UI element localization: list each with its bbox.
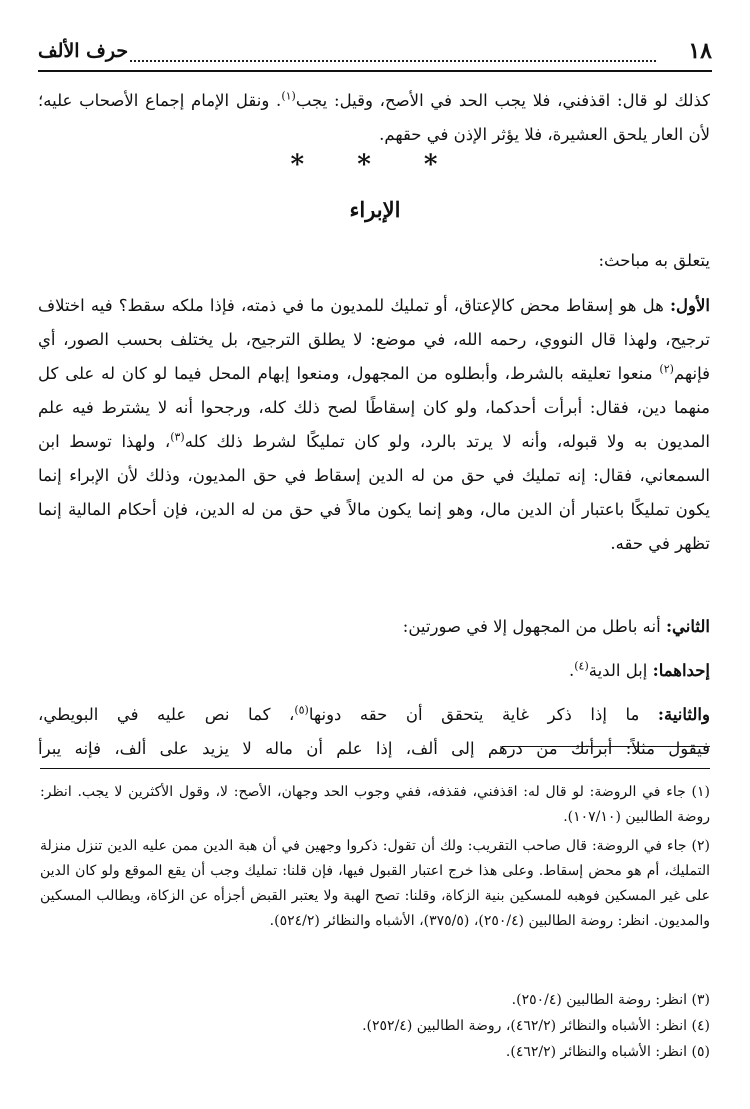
header-dotted-leader xyxy=(130,60,656,62)
footnote-ref: (٣) xyxy=(170,430,185,444)
second-topic-paragraph: الثاني: أنه باطل من المجهول إلا في صورتين: xyxy=(402,617,710,636)
header-rule xyxy=(38,70,712,72)
footnote-2: (٢) جاء في الروضة: قال صاحب التقريب: ولك أن تقول: ذكروا وجهين في أن هبة الدين ممن عليه الدين تنزل منزلة التمليك، أم هو محض إسقاط. وعلى هذا خرج اعتبار القبول فيها، فإن قلنا: تمليك وجب أن يقع الموقع ولو كان الدين على غير المسكين فوهبه للمسكين بنية الزكاة، وقلنا: تصح الهبة ولا يعتبر القبض أجزأه عن الزكاة، ويطالب المسكين والمديون. انظر: روضة الطالبين (٢٥٠/٤)، (٣٧٥/٥)، الأشباه والنظائر (٥٢٤/٢). xyxy=(40,838,710,929)
page-header xyxy=(38,38,712,72)
footnote-ref: (١) xyxy=(281,89,296,103)
page-number: ١٨ xyxy=(688,38,712,64)
running-title: حرف الألف xyxy=(38,40,129,62)
second-case-label: والثانية: xyxy=(657,705,710,724)
lead-line: يتعلق به مباحث: xyxy=(598,251,710,270)
footnote-ref: (٢) xyxy=(659,362,674,376)
footnote-3: (٣) انظر: روضة الطالبين (٢٥٠/٤). xyxy=(511,992,710,1008)
intro-paragraph: كذلك لو قال: اقذفني، فلا يجب الحد في الأصح، وقيل: يجب$^{(١)}$. ونقل الإمام إجماع الأصحاب عليه؛ لأن العار يلحق العشيرة، فلا يؤثر الإذن في حقهم. xyxy=(38,89,710,144)
footnote-5: (٥) انظر: الأشباه والنظائر (٤٦٢/٢). xyxy=(505,1044,710,1060)
section-title: الإبراء xyxy=(349,197,401,222)
underline-mark xyxy=(502,746,710,747)
second-topic-label: الثاني: xyxy=(665,617,710,636)
first-case-paragraph: إحداهما: إبل الدية$^{(٤)}$. xyxy=(568,659,710,680)
first-topic-paragraph: الأول: هل هو إسقاط محض كالإعتاق، أو تمليك للمديون ما في ذمته، فإذا ملكه سقط؟ فيه اختلاف ترجيح، ولهذا قال النووي، رحمه الله، في موضع: لا يطلق الترجيح، بل يختلف بحسب الصور، أي فإنهم$^{(٢)}$ منعوا تعليقه بالشرط، وأبطلوه من المجهول، ومنعوا إبهام المحل فيما لو كان له على كل منهما دين، فقال: أبرأت أحدكما، ولو كان إسقاطًا لصح ذلك كله، ورجحوا أنه لا يشترط فيه علم المديون به ولا قبوله، وأنه لا يرتد بالرد، ولو كان تمليكًا لشرط ذلك كله$^{(٣)}$، ولهذا توسط ابن السمعاني، فقال: إنه تمليك في حق من له الدين إسقاط في حق المديون، وذلك لأن الإبراء إنما يكون تمليكًا باعتبار أن الدين مال، وهو إنما يكون مالاً في حق من له الدين، فإن أحكام المالية إنما تظهر في حقه. xyxy=(38,296,711,553)
section-separator: * * * xyxy=(290,150,460,180)
first-case-label: إحداهما: xyxy=(652,661,710,680)
footnote-ref: (٤) xyxy=(574,659,589,673)
second-case-paragraph: والثانية: ما إذا ذكر غاية يتحقق أن حقه دونها$^{(٥)}$، كما نص عليه في البويطي، فيقول مثلاً: أبرأتك من درهم إلى ألف، إذا علم أن ماله لا يزيد على ألف، فإنه يبرأ xyxy=(38,703,710,758)
footnote-ref: (٥) xyxy=(294,703,309,717)
footnote-1: (١) جاء في الروضة: لو قال له: اقذفني، فقذفه، ففي وجوب الحد وجهان، الأصح: لا، وقول الأكثرين لا يجب. انظر: روضة الطالبين (١٠٧/١٠). xyxy=(40,784,711,825)
footnote-separator xyxy=(40,768,710,769)
first-topic-label: الأول: xyxy=(669,296,710,315)
footnote-4: (٤) انظر: الأشباه والنظائر (٤٦٢/٢)، روضة الطالبين (٢٥٢/٤). xyxy=(362,1018,710,1034)
